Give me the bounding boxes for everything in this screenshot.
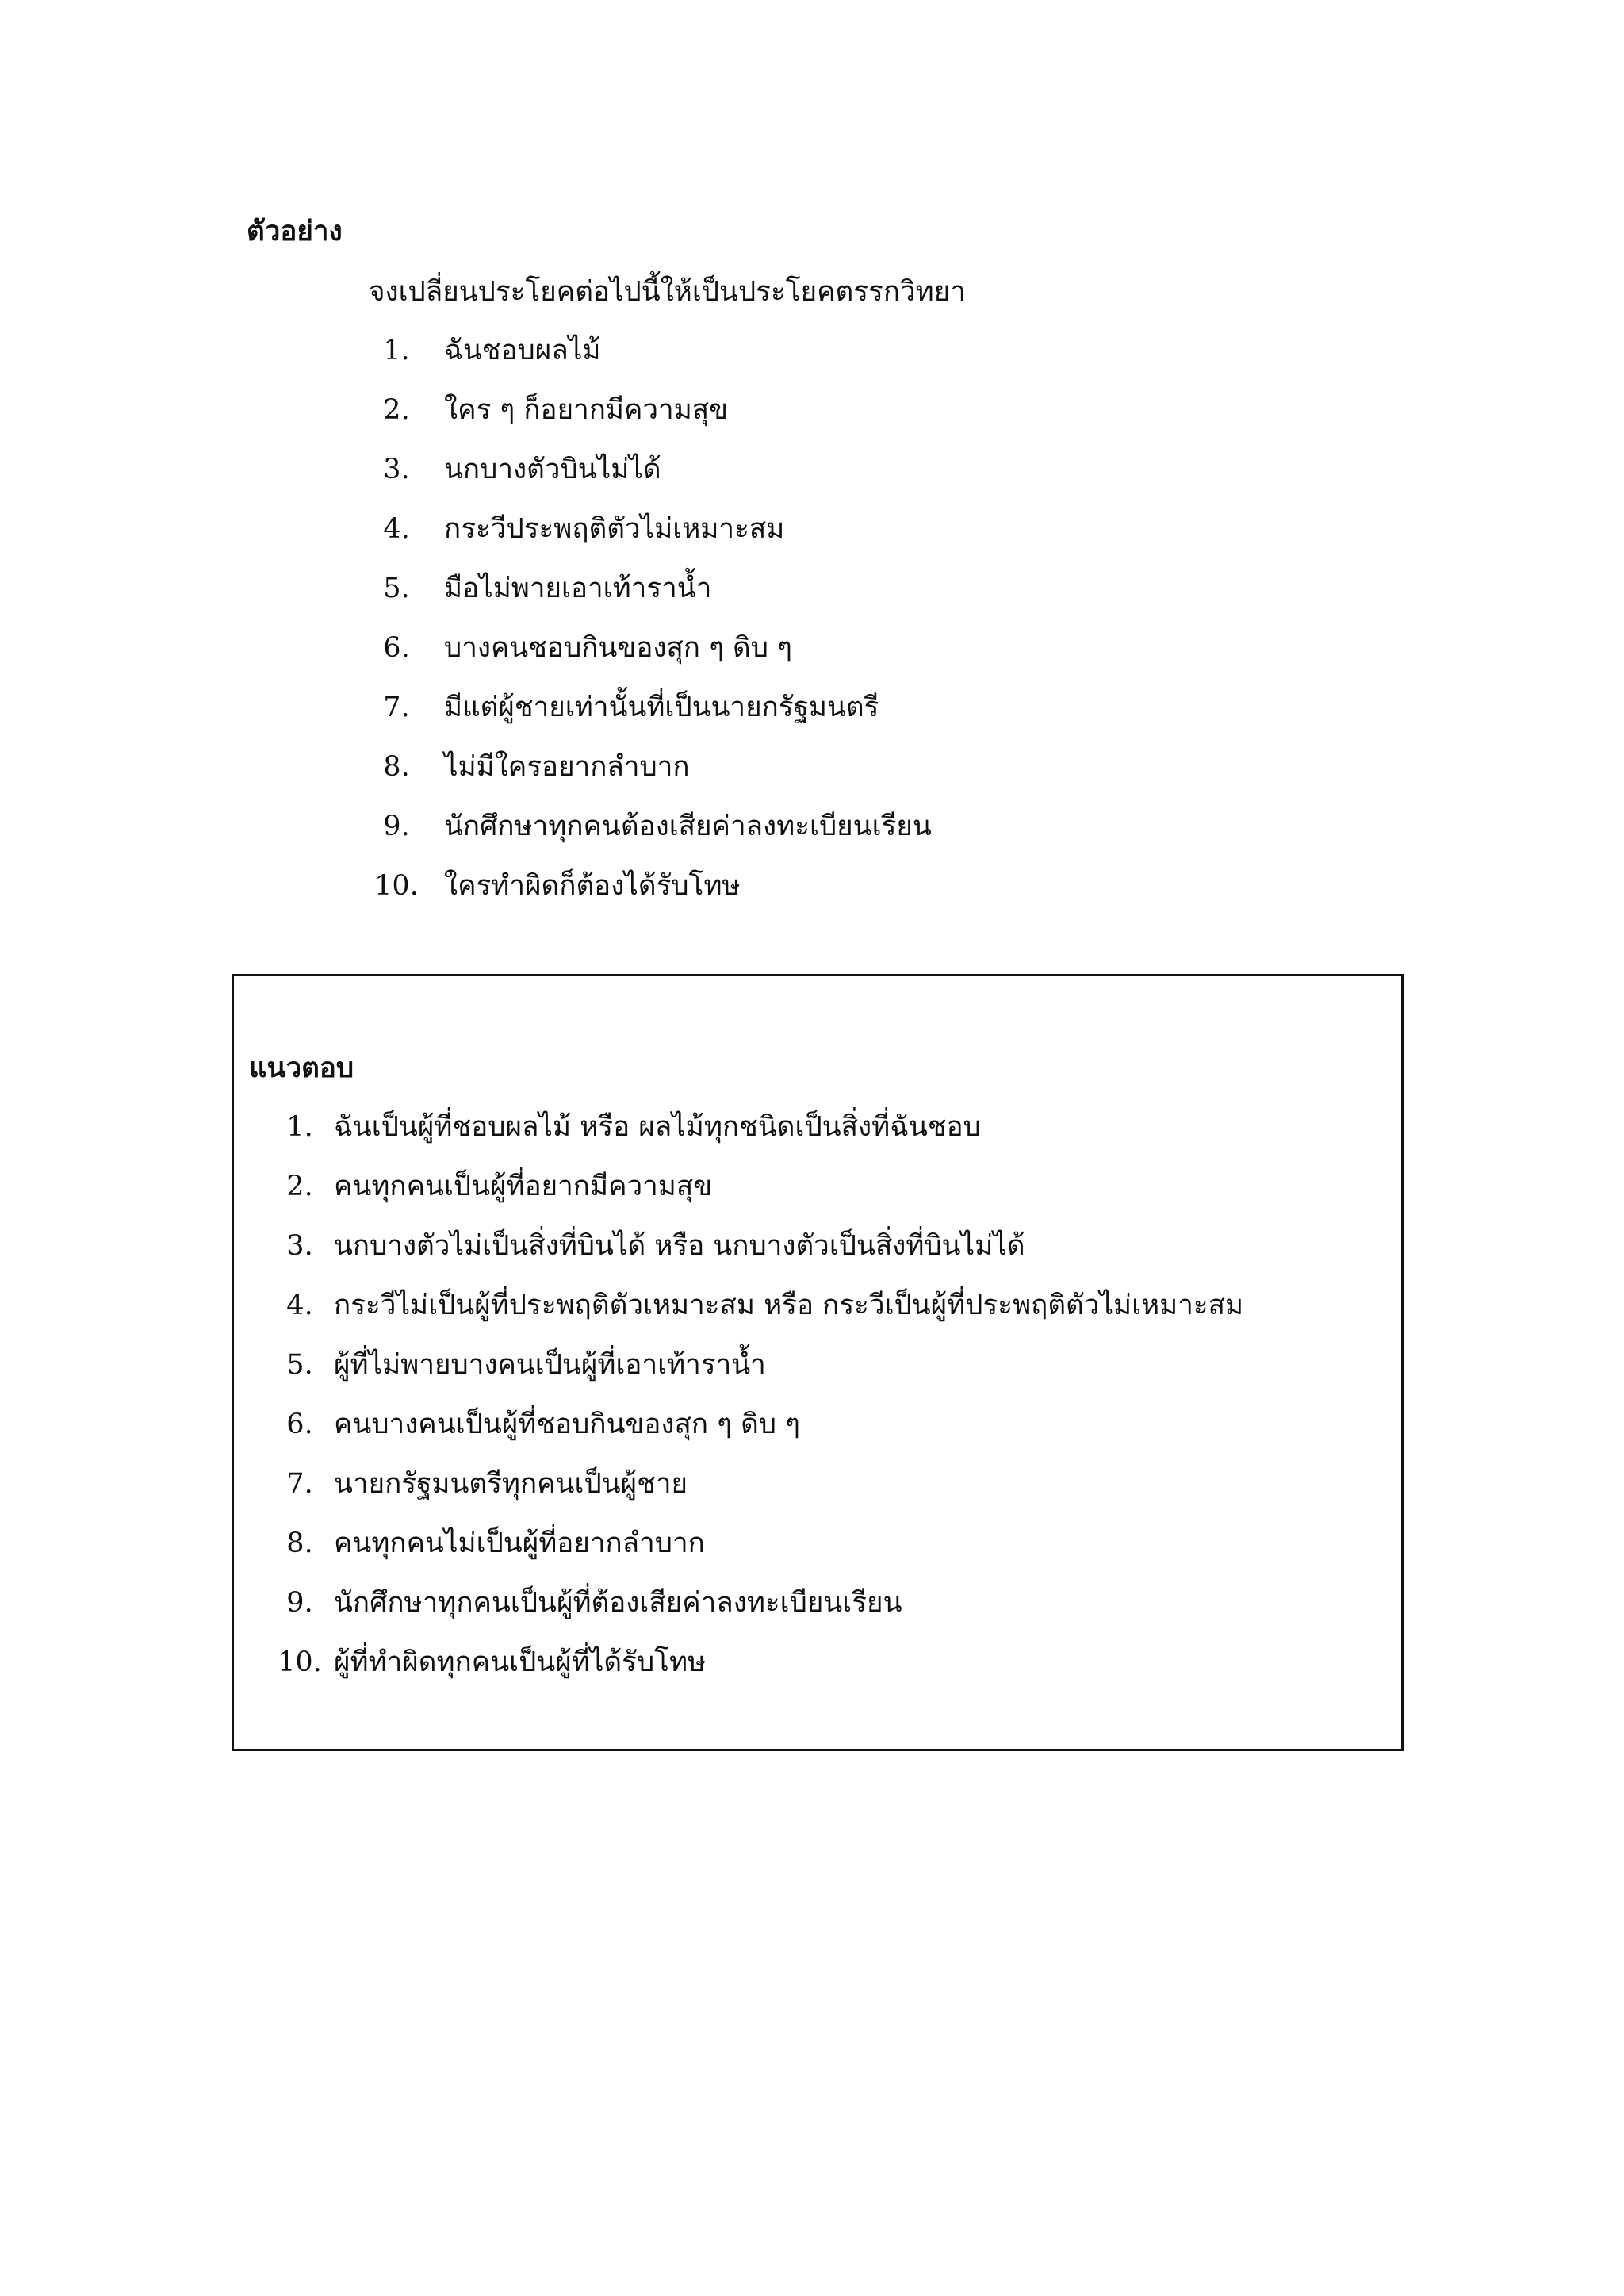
item-text: ผู้ที่ไม่พายบางคนเป็นผู้ที่เอาเท้าราน้ำ: [334, 1349, 766, 1381]
list-item: [266, 1222, 1243, 1282]
item-text: คนทุกคนเป็นผู้ที่อยากมีความสุข: [334, 1171, 713, 1202]
item-number: 1.: [286, 1111, 313, 1143]
list-item: [266, 1401, 1243, 1460]
item-text: นักศึกษาทุกคนเป็นผู้ที่ต้องเสียค่าลงทะเบียนเรียน: [334, 1587, 902, 1619]
answer-list: [266, 1103, 1243, 1698]
item-text: ใคร ๆ ก็อยากมีความสุข: [444, 394, 729, 426]
item-number: 2.: [286, 1171, 313, 1202]
answer-box: [232, 974, 1404, 1751]
list-item: [349, 743, 932, 803]
item-text: นักศึกษาทุกคนต้องเสียค่าลงทะเบียนเรียน: [444, 811, 932, 842]
item-text: นกบางตัวบินไม่ได้: [444, 454, 661, 485]
item-number: 6.: [286, 1409, 313, 1440]
list-item: [349, 505, 932, 565]
item-text: กระวีไม่เป็นผู้ที่ประพฤติตัวเหมาะสม หรือ กระวีเป็นผู้ที่ประพฤติตัวไม่เหมาะสม: [334, 1290, 1244, 1321]
item-number: 2.: [383, 394, 410, 426]
list-item: [266, 1520, 1243, 1579]
item-number: 3.: [383, 454, 410, 485]
item-number: 3.: [286, 1230, 313, 1262]
list-item: [349, 624, 932, 684]
list-item: [349, 327, 932, 386]
list-item: [266, 1460, 1243, 1520]
list-item: [266, 1163, 1243, 1222]
item-number: 9.: [286, 1587, 313, 1619]
item-number: 10.: [374, 870, 419, 902]
item-text: ไม่มีใครอยากลำบาก: [444, 751, 690, 783]
list-item: [266, 1282, 1243, 1341]
example-list: [349, 327, 932, 922]
answer-heading: แนวตอบ: [249, 1052, 354, 1084]
item-number: 9.: [383, 811, 410, 842]
item-text: นกบางตัวไม่เป็นสิ่งที่บินได้ หรือ นกบางตัวเป็นสิ่งที่บินไม่ได้: [334, 1230, 1025, 1262]
list-item: [266, 1639, 1243, 1698]
list-item: [266, 1341, 1243, 1401]
item-text: ใครทำผิดก็ต้องได้รับโทษ: [444, 870, 741, 902]
item-text: นายกรัฐมนตรีทุกคนเป็นผู้ชาย: [334, 1468, 688, 1500]
item-number: 7.: [286, 1468, 313, 1500]
list-item: [349, 803, 932, 862]
list-item: [349, 565, 932, 624]
item-number: 5.: [383, 573, 410, 604]
list-item: [349, 684, 932, 743]
item-number: 8.: [286, 1527, 313, 1559]
item-number: 1.: [383, 335, 410, 366]
item-number: 6.: [383, 632, 410, 664]
item-text: มือไม่พายเอาเท้าราน้ำ: [444, 573, 712, 604]
list-item: [266, 1103, 1243, 1163]
list-item: [349, 862, 932, 922]
item-text: ผู้ที่ทำผิดทุกคนเป็นผู้ที่ได้รับโทษ: [334, 1646, 707, 1678]
list-item: [349, 386, 932, 446]
item-text: มีแต่ผู้ชายเท่านั้นที่เป็นนายกรัฐมนตรี: [444, 692, 879, 723]
item-text: ฉันชอบผลไม้: [444, 335, 601, 366]
item-text: คนบางคนเป็นผู้ที่ชอบกินของสุก ๆ ดิบ ๆ: [334, 1409, 800, 1440]
item-text: บางคนชอบกินของสุก ๆ ดิบ ๆ: [444, 632, 792, 664]
list-item: [349, 446, 932, 505]
item-number: 10.: [278, 1646, 322, 1678]
item-number: 5.: [286, 1349, 313, 1381]
item-text: คนทุกคนไม่เป็นผู้ที่อยากลำบาก: [334, 1527, 705, 1559]
item-text: กระวีประพฤติตัวไม่เหมาะสม: [444, 513, 785, 545]
list-item: [266, 1579, 1243, 1639]
item-number: 4.: [286, 1290, 313, 1321]
item-number: 7.: [383, 692, 410, 723]
item-number: 8.: [383, 751, 410, 783]
item-text: ฉันเป็นผู้ที่ชอบผลไม้ หรือ ผลไม้ทุกชนิดเป็นสิ่งที่ฉันชอบ: [334, 1111, 981, 1143]
example-heading: ตัวอย่าง: [247, 215, 343, 247]
instruction-text: จงเปลี่ยนประโยคต่อไปนี้ให้เป็นประโยคตรรกวิทยา: [369, 276, 966, 308]
item-number: 4.: [383, 513, 410, 545]
